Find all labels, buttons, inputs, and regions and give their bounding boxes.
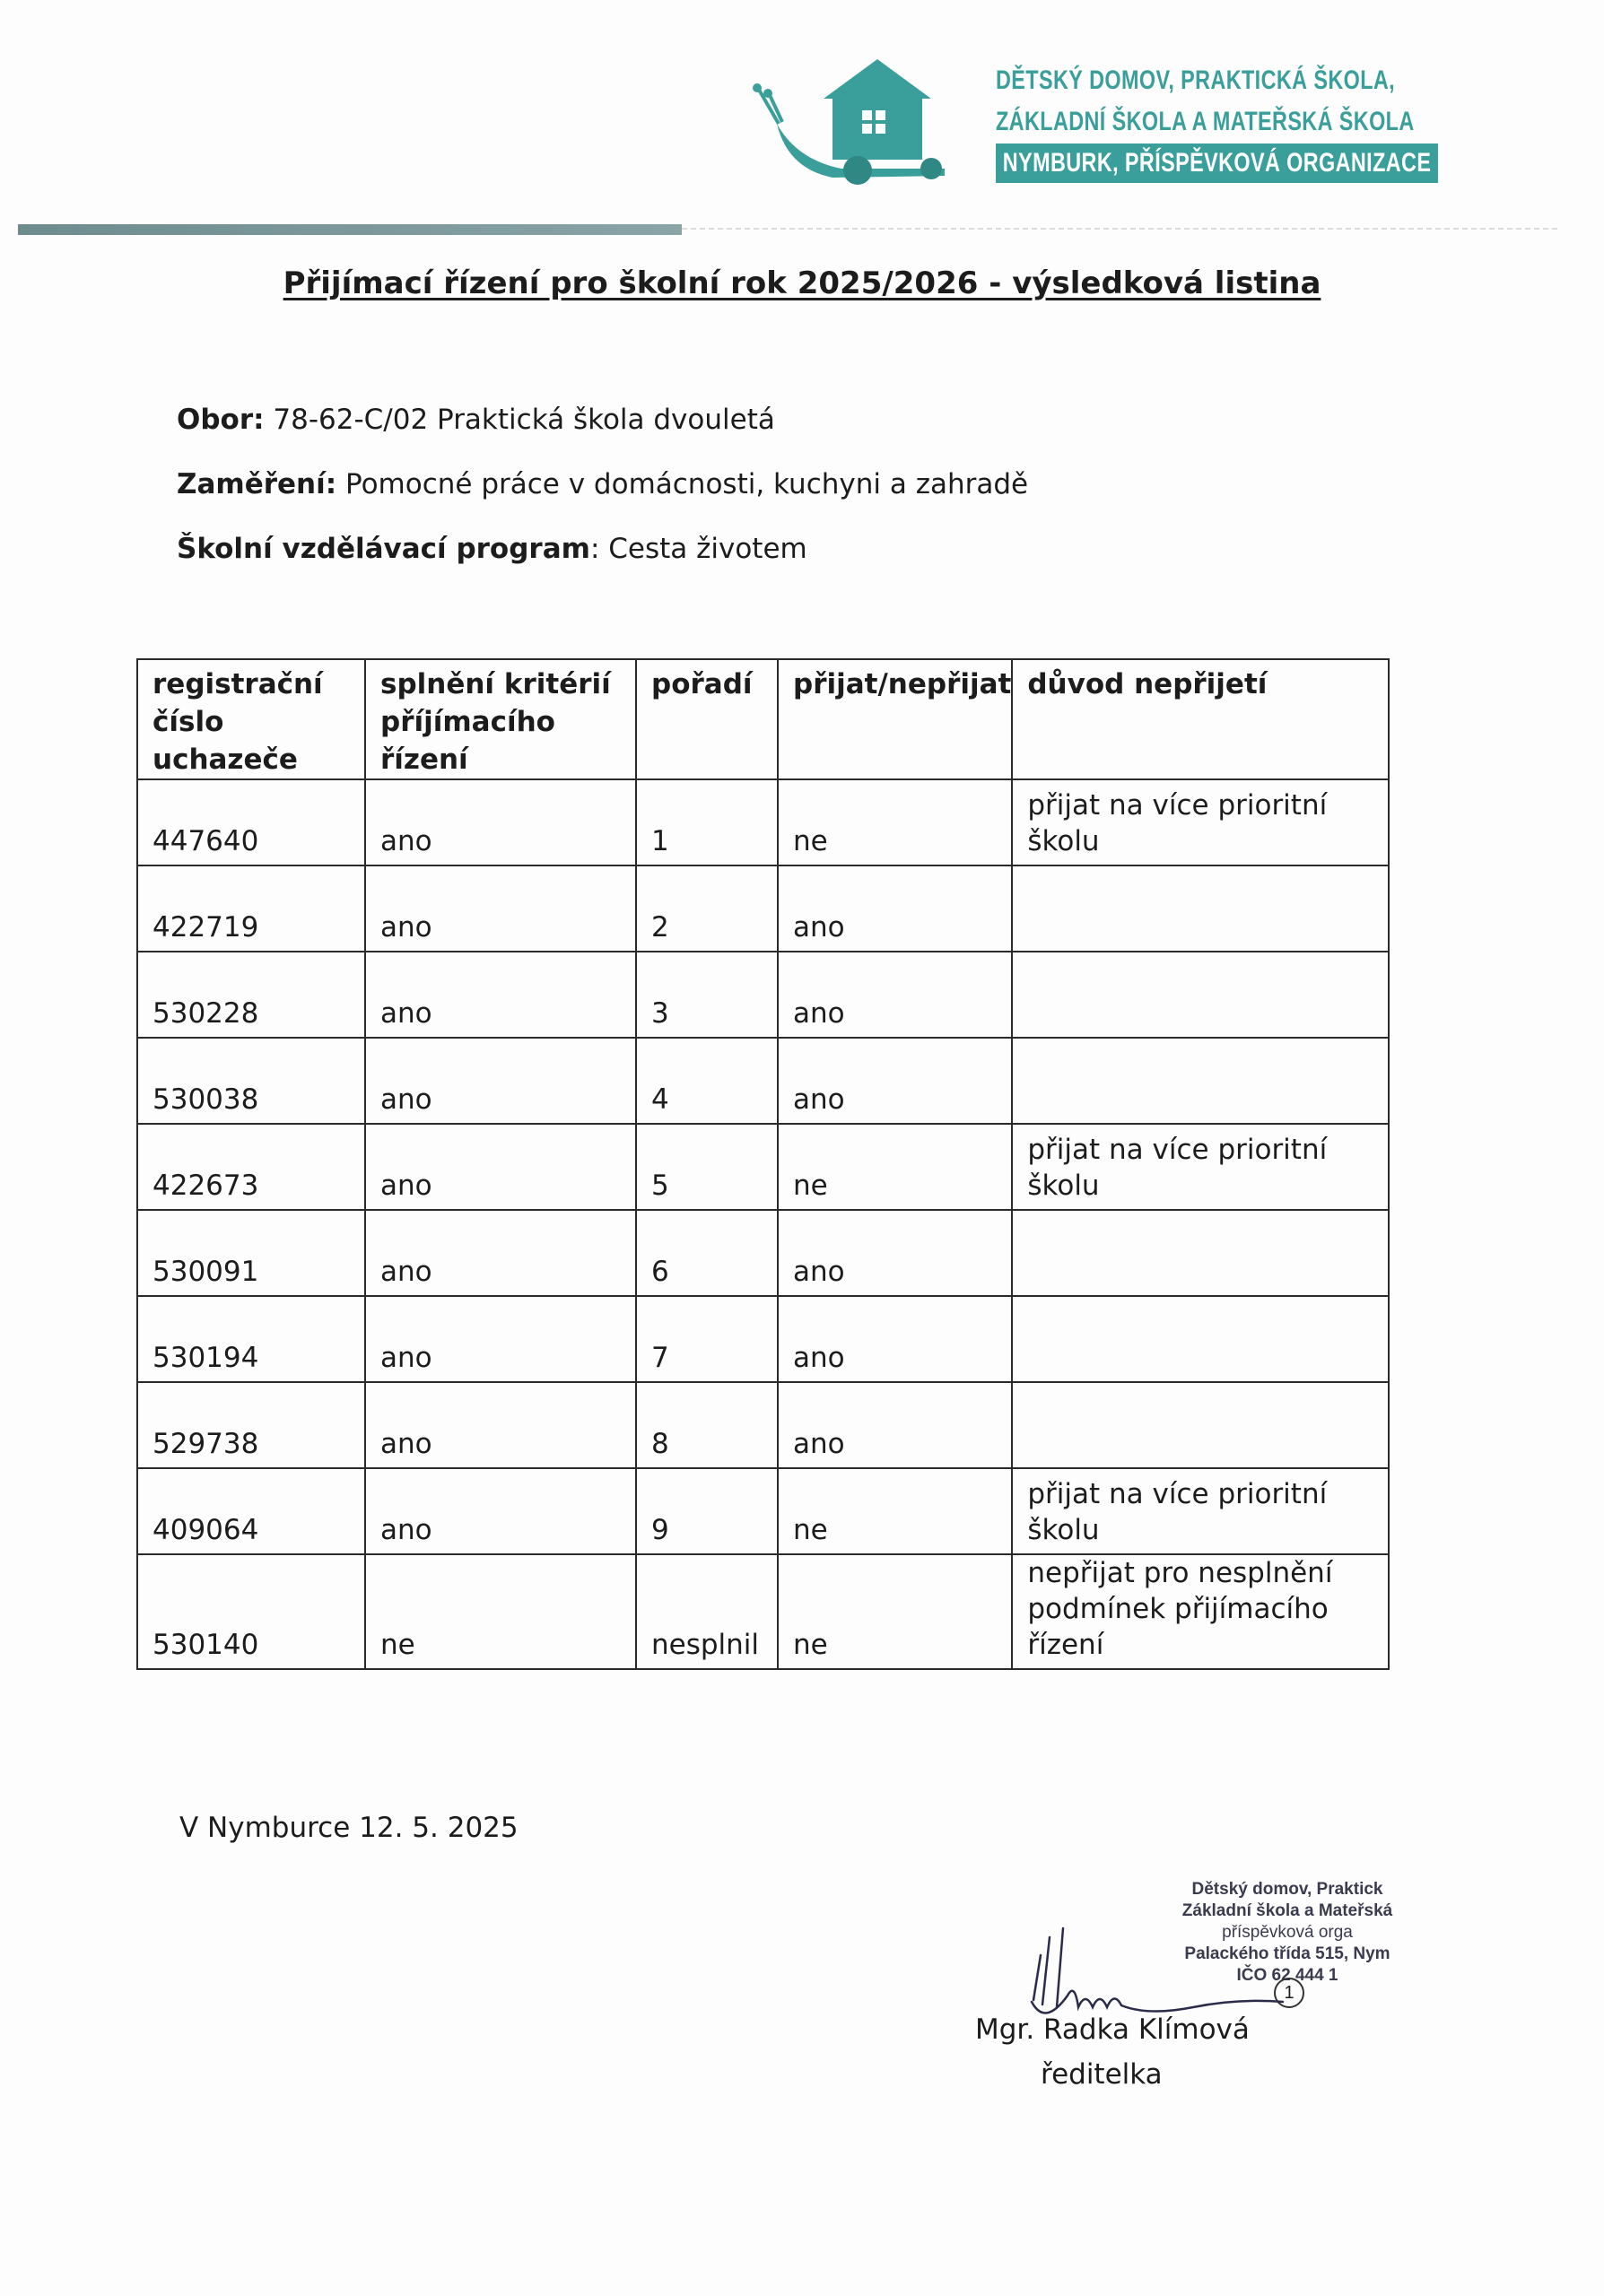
field-obor-value: 78-62-C/02 Praktická škola dvouletá [264,404,775,436]
stamp-line: příspěvková orga [1222,1923,1353,1942]
cell-admitted: ne [778,1554,1012,1669]
cell-registration: 422673 [137,1124,365,1210]
table-row [137,1554,1389,1669]
cell-criteria: ano [365,1124,636,1210]
col-header-rank: pořadí [636,659,778,779]
table-row [137,865,1389,952]
table-row [137,952,1389,1038]
cell-rank: 8 [636,1382,778,1468]
cell-registration: 422719 [137,865,365,952]
cell-admitted: ne [778,779,1012,865]
table-row [137,1382,1389,1468]
field-obor-label: Obor: [177,404,265,436]
cell-reason [1012,952,1389,1038]
organization-name [996,61,1438,185]
field-zamereni-value: Pomocné práce v domácnosti, kuchyni a zahradě [336,468,1029,500]
cell-registration: 530038 [137,1038,365,1124]
cell-criteria: ano [365,865,636,952]
header-divider [18,224,682,235]
place-date: V Nymburce 12. 5. 2025 [179,1812,519,1844]
cell-admitted: ano [778,1296,1012,1382]
stamp-number: 1 [1274,1978,1304,2008]
cell-reason [1012,1382,1389,1468]
results-table-body [137,779,1389,1669]
org-line-1: DĚTSKÝ DOMOV, PRAKTICKÁ ŠKOLA, [996,65,1396,95]
table-row [137,1124,1389,1210]
stamp-line: Dětský domov, Praktick [1191,1880,1383,1899]
cell-reason: přijat na více prioritní školu [1012,1124,1389,1210]
col-header-criteria: splnění kritérií příjímacího řízení [365,659,636,779]
cell-criteria: ano [365,1210,636,1296]
cell-admitted: ano [778,865,1012,952]
field-svp-value: : Cesta životem [589,533,807,565]
signer-name: Mgr. Radka Klímová [975,2013,1250,2046]
field-obor [177,404,775,436]
cell-rank: 5 [636,1124,778,1210]
stamp-line: Palackého třída 515, Nym [1184,1944,1390,1963]
col-header-reason: důvod nepřijetí [1012,659,1389,779]
results-table [136,658,1390,1670]
cell-admitted: ano [778,1038,1012,1124]
cell-rank: 2 [636,865,778,952]
cell-reason [1012,865,1389,952]
table-header-row [137,659,1389,779]
cell-rank: 3 [636,952,778,1038]
signer-role: ředitelka [1041,2058,1163,2091]
table-row [137,1210,1389,1296]
org-line-3: NYMBURK, PŘÍSPĚVKOVÁ ORGANIZACE [996,144,1438,183]
col-header-admitted: přijat/nepřijat [778,659,1012,779]
cell-rank: 4 [636,1038,778,1124]
cell-reason: přijat na více prioritní školu [1012,1468,1389,1554]
cell-criteria: ano [365,1468,636,1554]
table-row [137,779,1389,865]
field-svp-label: Školní vzdělávací program [177,533,590,565]
cell-rank: 9 [636,1468,778,1554]
cell-registration: 529738 [137,1382,365,1468]
cell-reason [1012,1296,1389,1382]
cell-rank: 7 [636,1296,778,1382]
cell-criteria: ano [365,1296,636,1382]
page-title: Přijímací řízení pro školní rok 2025/2026 - výsledková listina [283,265,1321,301]
cell-registration: 530091 [137,1210,365,1296]
table-row [137,1468,1389,1554]
stamp-line: IČO 62 444 1 [1236,1966,1338,1985]
table-row [137,1038,1389,1124]
cell-rank: 6 [636,1210,778,1296]
cell-admitted: ano [778,1210,1012,1296]
cell-rank: 1 [636,779,778,865]
cell-registration: 530140 [137,1554,365,1669]
cell-criteria: ano [365,952,636,1038]
org-line-2: ZÁKLADNÍ ŠKOLA A MATEŘSKÁ ŠKOLA [996,107,1415,136]
cell-criteria: ano [365,1038,636,1124]
snail-house-logo-icon [743,52,976,187]
school-logo [743,52,1432,196]
cell-reason [1012,1038,1389,1124]
cell-admitted: ano [778,1382,1012,1468]
table-row [137,1296,1389,1382]
field-zamereni [177,468,1028,500]
field-zamereni-label: Zaměření: [177,468,337,500]
cell-criteria: ano [365,779,636,865]
cell-admitted: ano [778,952,1012,1038]
cell-reason [1012,1210,1389,1296]
cell-rank: nesplnil [636,1554,778,1669]
cell-registration: 530228 [137,952,365,1038]
cell-admitted: ne [778,1468,1012,1554]
cell-reason: nepřijat pro nesplnění podmínek přijímacího řízení [1012,1554,1389,1669]
col-header-registration: registrační číslo uchazeče [137,659,365,779]
cell-reason: přijat na více prioritní školu [1012,779,1389,865]
cell-registration: 409064 [137,1468,365,1554]
cell-admitted: ne [778,1124,1012,1210]
cell-criteria: ne [365,1554,636,1669]
cell-registration: 530194 [137,1296,365,1382]
cell-criteria: ano [365,1382,636,1468]
stamp-line: Základní škola a Mateřská [1181,1901,1393,1920]
cell-registration: 447640 [137,779,365,865]
header-divider-tail [682,228,1561,230]
field-svp [177,533,807,565]
